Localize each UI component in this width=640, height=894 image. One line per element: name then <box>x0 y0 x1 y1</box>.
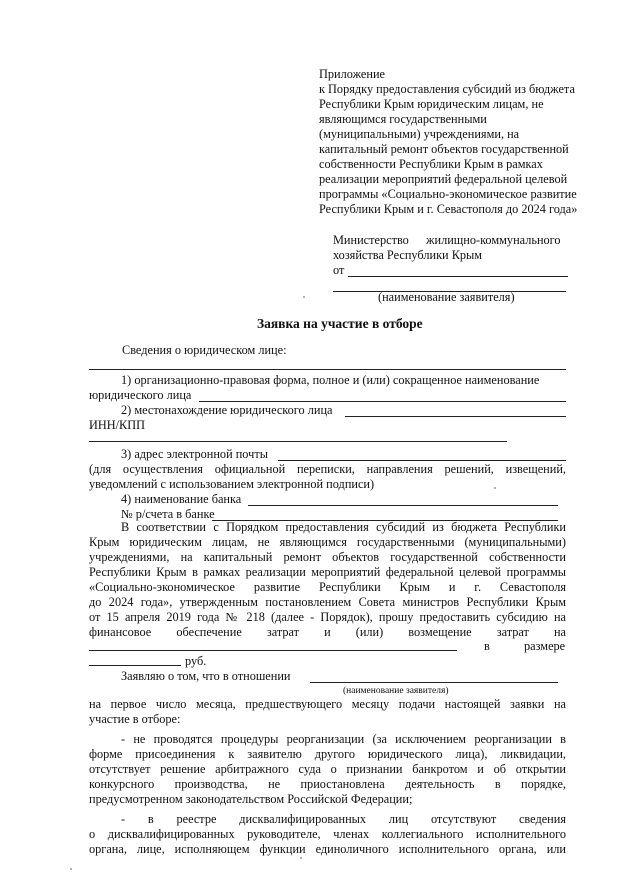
bullet-line-end: предусмотренном законодательством Российской Федерации; <box>89 792 413 806</box>
item1-label: 1) организационно-правовая форма, полное и (или) сокращенное наименование <box>121 373 540 387</box>
para2-line-cont: участие в отборе: <box>89 712 181 726</box>
amount-word: размере <box>524 639 566 653</box>
paragraph-line: В соответствии с Порядком предоставления субсидий из бюджета Республики <box>121 520 566 534</box>
appendix-line: (муниципальными) учреждениями, на <box>319 127 520 141</box>
declare-label: Заявляю о том, что в отношении <box>121 669 291 683</box>
purpose-field[interactable] <box>89 650 457 651</box>
appendix-line: являющимся государственными <box>319 112 487 126</box>
item4-label: 4) наименование банка <box>121 492 242 506</box>
addressee-ministry-type: жилищно-коммунального <box>426 233 561 247</box>
legal-entity-field[interactable] <box>89 369 566 370</box>
bullet-line: отсутствует решение арбитражного суда о признании банкротом и об открытии <box>89 762 566 776</box>
appendix-line: Республики Крым и г. Севастополя до 2024 года» <box>319 202 578 216</box>
bank-name-field[interactable] <box>248 505 558 506</box>
applicant-caption: (наименование заявителя) <box>378 290 515 304</box>
item1-label-cont: юридического лица <box>89 388 192 402</box>
appendix-line: реализации мероприятий федеральной целевой <box>319 172 568 186</box>
bullet-line: органа, лице, исполняющем функции единоличного исполнительного органа, или <box>89 842 566 856</box>
appendix-line: капитальный ремонт объектов государственной <box>319 142 569 156</box>
inn-label: ИНН/КПП <box>89 418 146 432</box>
bullet-line: - не проводятся процедуры реорганизации (за исключением реорганизации в <box>121 732 566 746</box>
legal-entity-heading: Сведения о юридическом лице: <box>122 343 287 357</box>
paragraph-line: учреждениями, на капитальный ремонт объектов государственной собственности <box>89 550 566 564</box>
scan-speck <box>303 296 305 298</box>
addressee-ministry: Министерство <box>333 233 409 247</box>
appendix-line: программы «Социально-экономическое развитие <box>319 187 577 201</box>
bullet-line: - в реестре дисквалифицированных лиц отсутствуют сведения <box>121 812 566 826</box>
email-field[interactable] <box>278 460 566 461</box>
applicant-name-field[interactable] <box>310 682 558 683</box>
account-label: № р/счета в банке <box>121 507 215 521</box>
paragraph-line: Республики Крым в рамках реализации мероприятий федеральной целевой программы <box>89 565 566 579</box>
applicant-caption-2: (наименование заявителя) <box>343 686 449 696</box>
email-note-cont: уведомлений с использованием электронной подписи) <box>89 477 375 491</box>
paragraph-line: от 15 апреля 2019 года № 218 (далее - Порядок), прошу предоставить субсидию на <box>89 610 566 624</box>
in-word: в <box>484 639 490 653</box>
addressee-ministry-cont: хозяйства Республики Крым <box>333 248 483 262</box>
appendix-line: к Порядку предоставления субсидий из бюджета <box>319 82 575 96</box>
scan-speck <box>300 857 302 859</box>
bullet-line: конкурсного производства, не приостановлена деятельность в порядке, <box>89 777 566 791</box>
scan-speck <box>494 487 496 489</box>
org-name-field[interactable] <box>199 401 566 402</box>
item2-label: 2) местонахождение юридического лица <box>121 403 333 417</box>
paragraph-line: до 2024 года», утвержденным постановлением Совета министров Республики Крым <box>89 595 566 609</box>
bullet-line: форме присоединения к заявителю другого юридического лица), ликвидации, <box>89 747 566 761</box>
appendix-line: Приложение <box>319 67 385 81</box>
appendix-line: собственности Республики Крым в рамках <box>319 157 543 171</box>
location-field[interactable] <box>345 416 566 417</box>
scan-speck <box>70 868 72 870</box>
paragraph-line: финансовое обеспечение затрат и (или) возмещение затрат на <box>89 625 566 639</box>
appendix-line: Республики Крым юридическим лицам, не <box>319 97 544 111</box>
amount-field[interactable] <box>89 665 181 666</box>
inn-field[interactable] <box>89 441 507 442</box>
paragraph-line: Крым юридическим лицам, не являющимся государственными (муниципальными) <box>89 535 566 549</box>
from-label: от <box>333 263 345 277</box>
item3-label: 3) адрес электронной почты <box>121 447 268 461</box>
paragraph-line: «Социально-экономическое развитие Республики Крым и г. Севастополя <box>89 580 566 594</box>
rub-label: руб. <box>185 654 207 668</box>
email-note: (для осуществления официальной переписки, направления решений, извещений, <box>89 462 566 476</box>
bullet-line: о дисквалифицированных руководителе, членах коллегиального исполнительного <box>89 827 566 841</box>
page-title: Заявка на участие в отборе <box>257 316 423 331</box>
from-field[interactable] <box>348 276 568 277</box>
para2-line: на первое число месяца, предшествующего месяцу подачи настоящей заявки на <box>89 697 566 711</box>
